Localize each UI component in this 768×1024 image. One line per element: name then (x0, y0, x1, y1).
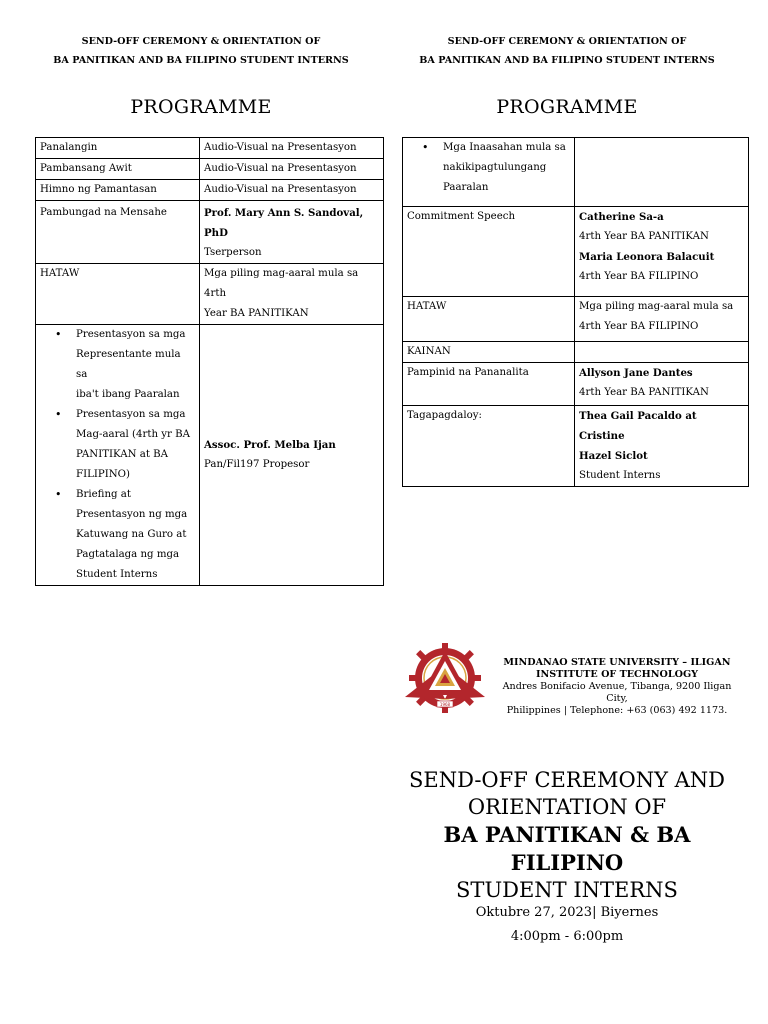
table-row (36, 138, 384, 159)
speaker-role: 4rth Year BA PANITIKAN (579, 231, 709, 242)
speaker-role: Pan/Fil197 Propesor (204, 459, 310, 470)
bullet-line: Representante mula sa (76, 349, 181, 380)
programme-table-right (402, 137, 749, 487)
speaker-role: Student Interns (579, 470, 661, 481)
bullet-line: Katuwang na Guro at (76, 529, 187, 540)
speaker-role: 4rth Year BA PANITIKAN (579, 387, 709, 398)
table-row (403, 406, 749, 487)
list-item (443, 138, 570, 198)
bullet-line: Presentasyon ng mga (76, 509, 188, 520)
table-row (36, 159, 384, 180)
programme-item: HATAW (403, 297, 575, 342)
programme-item: Tagapagdaloy: (403, 406, 575, 487)
table-row (36, 264, 384, 325)
list-item (76, 485, 195, 585)
speaker-name: Catherine Sa-a (579, 211, 664, 223)
cover-title (392, 767, 742, 904)
bullet-line: • Briefing at (76, 489, 131, 500)
bullet-line: Pagtatalaga ng mga (76, 549, 180, 560)
hataw-detail-line: Mga piling mag-aaral mula sa 4rth (204, 268, 359, 299)
programme-title-right: PROGRAMME (496, 96, 638, 118)
list-item (76, 405, 195, 485)
programme-detail (200, 264, 384, 325)
table-row (36, 180, 384, 201)
university-info (492, 657, 742, 717)
speaker-name: Prof. Mary Ann S. Sandoval, PhD (204, 207, 364, 239)
speaker-name: Hazel Siclot (579, 450, 648, 462)
right-header (402, 32, 732, 70)
programme-detail (575, 207, 749, 297)
table-row (403, 207, 749, 297)
bullet-line: • Presentasyon sa mga (76, 409, 186, 420)
programme-item: Himno ng Pamantasan (36, 180, 200, 201)
programme-detail (200, 325, 384, 586)
hataw-detail-line: 4rth Year BA FILIPINO (579, 321, 699, 332)
event-datetime (392, 901, 742, 949)
cover-title-line: STUDENT INTERNS (456, 878, 678, 902)
speaker-name: Maria Leonora Balacuit (579, 251, 715, 263)
programme-item: Pambansang Awit (36, 159, 200, 180)
programme-item: HATAW (36, 264, 200, 325)
university-name: INSTITUTE OF TECHNOLOGY (535, 669, 699, 680)
programme-table-left (35, 137, 384, 586)
bullet-line: • Presentasyon sa mga (76, 329, 186, 340)
left-header (36, 32, 366, 70)
logo-year: 1968 (439, 702, 451, 707)
university-address: Philippines | Telephone: +63 (063) 492 1173. (506, 705, 728, 716)
programme-detail (575, 406, 749, 487)
header-line-1: SEND-OFF CEREMONY & ORIENTATION OF (81, 36, 321, 47)
bullet-line: Paaralan (443, 182, 489, 193)
programme-item: Panalangin (36, 138, 200, 159)
programme-detail (575, 363, 749, 406)
speaker-name: Assoc. Prof. Melba Ijan (204, 439, 336, 451)
table-row (403, 363, 749, 406)
programme-detail (575, 297, 749, 342)
hataw-detail-line: Year BA PANITIKAN (204, 308, 309, 319)
cover-title-line: BA PANITIKAN & BA FILIPINO (443, 822, 691, 875)
programme-detail: Audio-Visual na Presentasyon (200, 138, 384, 159)
bullet-line: iba't ibang Paaralan (76, 389, 180, 400)
bullet-line: Mag-aaral (4rth yr BA (76, 429, 190, 440)
speaker-role: 4rth Year BA FILIPINO (579, 271, 699, 282)
bullet-line: • Mga Inaasahan mula sa (443, 142, 566, 153)
programme-bullet-cell (403, 138, 575, 207)
cover-title-line: ORIENTATION OF (467, 795, 667, 819)
programme-detail (200, 201, 384, 264)
header-line-1: SEND-OFF CEREMONY & ORIENTATION OF (447, 36, 687, 47)
bullet-line: FILIPINO) (76, 469, 131, 480)
event-date: Oktubre 27, 2023| Biyernes (475, 905, 659, 920)
programme-bullet-cell (36, 325, 200, 586)
programme-detail (575, 342, 749, 363)
table-row (403, 138, 749, 207)
university-name: MINDANAO STATE UNIVERSITY – ILIGAN (503, 657, 731, 668)
university-address: Andres Bonifacio Avenue, Tibanga, 9200 Iligan City, (502, 681, 732, 704)
bullet-line: PANITIKAN at BA (76, 449, 168, 460)
table-row (403, 342, 749, 363)
programme-detail (575, 138, 749, 207)
event-time: 4:00pm - 6:00pm (510, 929, 624, 944)
programme-item: Pambungad na Mensahe (36, 201, 200, 264)
header-line-2: BA PANITIKAN AND BA FILIPINO STUDENT INTERNS (53, 55, 349, 66)
programme-item: KAINAN (403, 342, 575, 363)
programme-item: Pampinid na Pananalita (403, 363, 575, 406)
programme-detail: Audio-Visual na Presentasyon (200, 180, 384, 201)
programme-item: Commitment Speech (403, 207, 575, 297)
table-row (403, 297, 749, 342)
university-seal-logo (403, 641, 487, 715)
table-row (36, 201, 384, 264)
list-item (76, 325, 195, 405)
programme-detail: Audio-Visual na Presentasyon (200, 159, 384, 180)
bullet-list (40, 325, 195, 585)
programme-title-left: PROGRAMME (130, 96, 272, 118)
speaker-role: Tserperson (204, 247, 262, 258)
bullet-line: Student Interns (76, 569, 158, 580)
cover-title-line: SEND-OFF CEREMONY AND (409, 768, 725, 792)
table-row (36, 325, 384, 586)
hataw-detail-line: Mga piling mag-aaral mula sa (579, 301, 734, 312)
header-line-2: BA PANITIKAN AND BA FILIPINO STUDENT INTERNS (419, 55, 715, 66)
speaker-name: Allyson Jane Dantes (579, 367, 693, 379)
bullet-list (407, 138, 570, 198)
speaker-name: Thea Gail Pacaldo at Cristine (579, 410, 697, 442)
bullet-line: nakikipagtulungang (443, 162, 547, 173)
